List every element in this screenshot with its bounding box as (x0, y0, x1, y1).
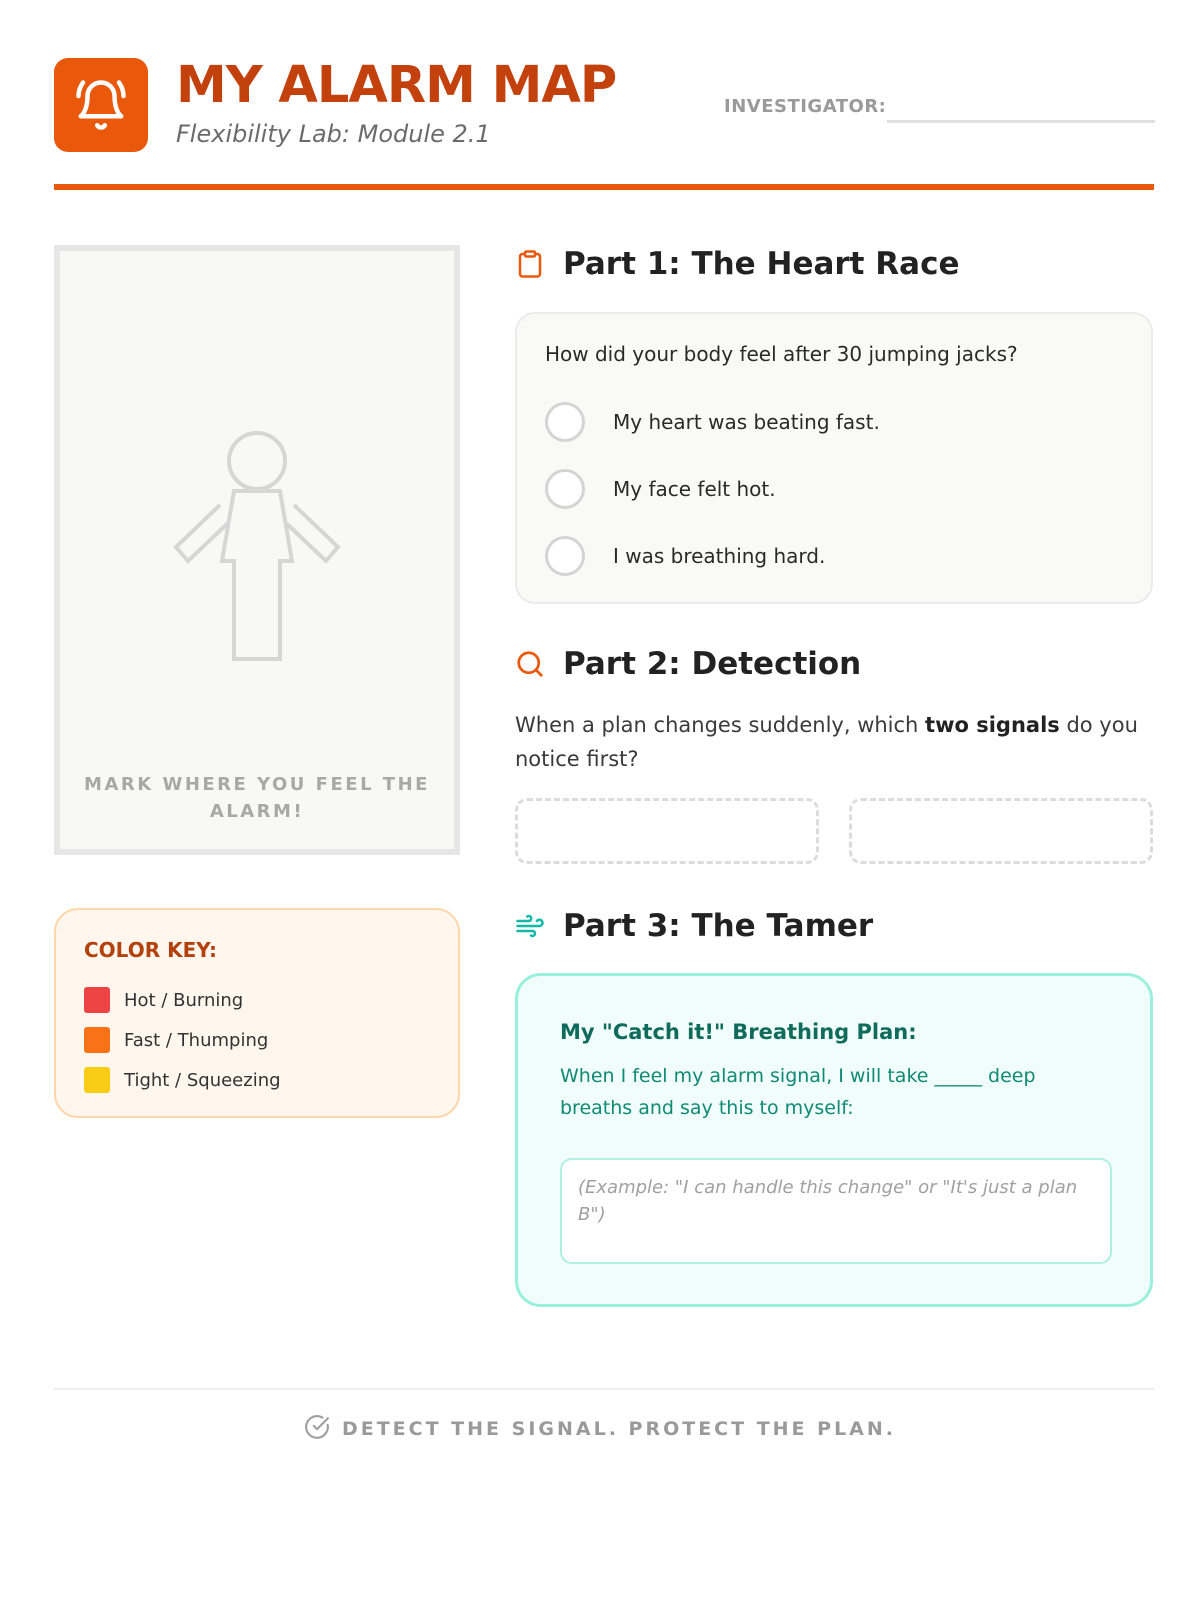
radio-button[interactable] (545, 469, 585, 509)
color-swatch-orange (84, 1027, 110, 1053)
breathing-plan-text: When I feel my alarm signal, I will take _____ deep breaths and say this to myself: (560, 1065, 1036, 1119)
color-key-item (84, 1060, 430, 1100)
part3-header (515, 908, 873, 944)
option-heart-fast[interactable] (545, 388, 1123, 455)
option-label: My face felt hot. (613, 476, 776, 501)
body-map-caption: MARK WHERE YOU FEEL THE ALARM! (84, 774, 430, 822)
breathing-plan-card (515, 973, 1153, 1307)
investigator-label: INVESTIGATOR: (724, 96, 887, 117)
header-divider (54, 184, 1154, 190)
search-icon (515, 649, 545, 679)
part2-prompt-emphasis: two signals (925, 713, 1060, 737)
body-map-panel[interactable] (54, 245, 460, 855)
option-breathing-hard[interactable] (545, 522, 1123, 589)
part1-question: How did your body feel after 30 jumping jacks? (545, 342, 1018, 366)
clipboard-icon (515, 249, 545, 279)
part1-card (515, 312, 1153, 604)
part2-prompt (515, 708, 1155, 776)
check-circle-icon (304, 1414, 330, 1444)
color-key-label: Tight / Squeezing (124, 1069, 281, 1091)
color-key-item (84, 980, 430, 1020)
footer-motto: DETECT THE SIGNAL. PROTECT THE PLAN. (341, 1418, 897, 1440)
color-swatch-red (84, 987, 110, 1013)
color-key-item (84, 1020, 430, 1060)
person-outline-icon (170, 431, 344, 665)
bell-ringing-icon (54, 58, 148, 152)
color-key-title: COLOR KEY: (84, 938, 217, 962)
footer (0, 1414, 1200, 1444)
radio-button[interactable] (545, 402, 585, 442)
breathing-plan-title: My "Catch it!" Breathing Plan: (560, 1020, 917, 1044)
option-label: My heart was beating fast. (613, 409, 880, 434)
radio-button[interactable] (545, 536, 585, 576)
signal-answer-box-1[interactable] (515, 798, 819, 864)
signal-answer-box-2[interactable] (849, 798, 1153, 864)
page-title: MY ALARM MAP (176, 56, 617, 115)
part3-title: Part 3: The Tamer (563, 908, 874, 944)
option-face-hot[interactable] (545, 455, 1123, 522)
page-subtitle: Flexibility Lab: Module 2.1 (176, 120, 491, 148)
part2-header (515, 646, 861, 682)
part1-title: Part 1: The Heart Race (563, 246, 960, 282)
color-key (54, 908, 460, 1118)
color-swatch-yellow (84, 1067, 110, 1093)
color-key-label: Hot / Burning (124, 989, 244, 1011)
investigator-name-field[interactable] (887, 120, 1155, 123)
worksheet-header (54, 58, 1154, 158)
self-talk-input[interactable]: (Example: "I can handle this change" or "It's just a plan B") (560, 1158, 1112, 1264)
part2-title: Part 2: Detection (563, 646, 862, 682)
option-label: I was breathing hard. (613, 543, 826, 568)
footer-divider (54, 1388, 1154, 1390)
wind-icon (515, 911, 545, 941)
color-key-label: Fast / Thumping (124, 1029, 269, 1051)
part2-prompt-end: do you notice first? (515, 713, 1138, 771)
part2-prompt-start: When a plan changes suddenly, which (515, 713, 926, 737)
part1-header (515, 246, 959, 282)
